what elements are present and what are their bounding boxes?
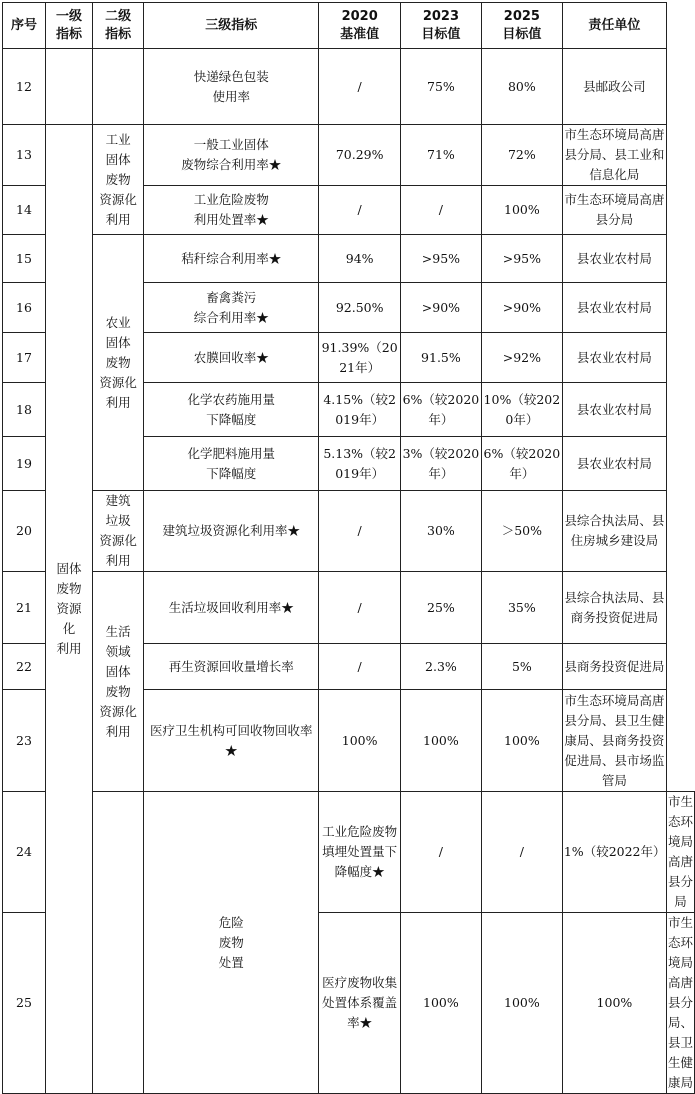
value-2023-cell: 75%: [400, 49, 481, 125]
table-row: [3, 491, 695, 572]
seq-cell: 16: [3, 283, 46, 333]
header-2023: 2023 目标值: [400, 3, 481, 49]
value-2020-cell: /: [319, 644, 401, 690]
value-2023-cell: 3%（较2020年）: [400, 437, 481, 491]
value-2020-cell: 92.50%: [319, 283, 401, 333]
seq-cell: 25: [3, 913, 46, 1094]
value-2023-cell: 71%: [400, 125, 481, 186]
header-level3: 三级指标: [144, 3, 319, 49]
value-2023-cell: >95%: [400, 235, 481, 283]
value-2025-cell: >92%: [481, 333, 562, 383]
value-2025-cell: 1%（较2022年）: [562, 792, 666, 913]
value-2020-cell: /: [319, 49, 401, 125]
value-2025-cell: 80%: [481, 49, 562, 125]
indicator-cell: 工业危险废物填埋处置量下降幅度★: [319, 792, 401, 913]
value-2020-cell: 4.15%（较2019年）: [319, 383, 401, 437]
value-2025-cell: >95%: [481, 235, 562, 283]
value-2023-cell: 91.5%: [400, 333, 481, 383]
unit-cell: 县综合执法局、县商务投资促进局: [562, 572, 666, 644]
unit-cell: 县农业农村局: [562, 383, 666, 437]
value-2023-cell: /: [400, 186, 481, 235]
unit-cell: 市生态环境局高唐县分局: [667, 792, 695, 913]
unit-cell: 市生态环境局高唐县分局、县卫生健康局、县商务投资促进局、县市场监管局: [562, 690, 666, 792]
value-2023-cell: 25%: [400, 572, 481, 644]
level2-industrial: 工业 固体 废物 资源化 利用: [93, 125, 144, 235]
level2-cell-empty: [93, 49, 144, 125]
seq-cell: 13: [3, 125, 46, 186]
seq-cell: 18: [3, 383, 46, 437]
table-row: [3, 125, 695, 186]
unit-cell: 县综合执法局、县住房城乡建设局: [562, 491, 666, 572]
value-2025-cell: 72%: [481, 125, 562, 186]
indicator-cell: 建筑垃圾资源化利用率★: [144, 491, 319, 572]
indicator-cell: 工业危险废物 利用处置率★: [144, 186, 319, 235]
unit-cell: 市生态环境局高唐县分局、县工业和信息化局: [562, 125, 666, 186]
value-2025-cell: 35%: [481, 572, 562, 644]
value-2020-cell: 5.13%（较2019年）: [319, 437, 401, 491]
level1-cell-empty: [45, 49, 92, 125]
level2-construction: 建筑 垃圾 资源化 利用: [93, 491, 144, 572]
seq-cell: 17: [3, 333, 46, 383]
indicator-cell: 医疗卫生机构可回收物回收率★: [144, 690, 319, 792]
seq-cell: 22: [3, 644, 46, 690]
value-2025-cell: 10%（较2020年）: [481, 383, 562, 437]
header-row: [3, 3, 695, 49]
header-2020: 2020 基准值: [319, 3, 401, 49]
value-2023-cell: 100%: [400, 690, 481, 792]
value-2020-cell: /: [319, 572, 401, 644]
value-2020-cell: /: [319, 491, 401, 572]
indicator-cell: 畜禽粪污 综合利用率★: [144, 283, 319, 333]
unit-cell: 市生态环境局高唐县分局、县卫生健康局: [667, 913, 695, 1094]
value-2025-cell: >90%: [481, 283, 562, 333]
indicator-cell: 生活垃圾回收利用率★: [144, 572, 319, 644]
indicator-cell: 化学肥料施用量 下降幅度: [144, 437, 319, 491]
value-2020-cell: 100%: [319, 690, 401, 792]
seq-cell: 24: [3, 792, 46, 913]
seq-cell: 14: [3, 186, 46, 235]
level1-solid-waste: 固体 废物 资源化 利用: [45, 125, 92, 1094]
header-seq: 序号: [3, 3, 46, 49]
seq-cell: 20: [3, 491, 46, 572]
table-row: [3, 572, 695, 644]
value-2025-cell: 6%（较2020年）: [481, 437, 562, 491]
value-2023-cell: 100%: [481, 913, 562, 1094]
indicator-table: [2, 2, 695, 1094]
value-2020-cell: 91.39%（2021年）: [319, 333, 401, 383]
value-2025-cell: ＞50%: [481, 491, 562, 572]
value-2025-cell: 5%: [481, 644, 562, 690]
seq-cell: 19: [3, 437, 46, 491]
value-2020-cell: 70.29%: [319, 125, 401, 186]
unit-cell: 县农业农村局: [562, 283, 666, 333]
level2-living: 生活 领域 固体 废物 资源化 利用: [93, 572, 144, 792]
header-level2: 二级 指标: [93, 3, 144, 49]
value-2025-cell: 100%: [562, 913, 666, 1094]
header-2025: 2025 目标值: [481, 3, 562, 49]
header-unit: 责任单位: [562, 3, 666, 49]
indicator-cell: 一般工业固体 废物综合利用率★: [144, 125, 319, 186]
seq-cell: 12: [3, 49, 46, 125]
indicator-cell: 医疗废物收集 处置体系覆盖率★: [319, 913, 401, 1094]
indicator-cell: 再生资源回收量增长率: [144, 644, 319, 690]
unit-cell: 县商务投资促进局: [562, 644, 666, 690]
unit-cell: 市生态环境局高唐县分局: [562, 186, 666, 235]
value-2023-cell: 30%: [400, 491, 481, 572]
indicator-cell: 农膜回收率★: [144, 333, 319, 383]
indicator-cell: 化学农药施用量 下降幅度: [144, 383, 319, 437]
table-row: [3, 792, 695, 913]
level2-agriculture: 农业 固体 废物 资源化 利用: [93, 235, 144, 491]
value-2023-cell: >90%: [400, 283, 481, 333]
value-2020-cell: /: [319, 186, 401, 235]
unit-cell: 县农业农村局: [562, 333, 666, 383]
unit-cell: 县农业农村局: [562, 437, 666, 491]
seq-cell: 21: [3, 572, 46, 644]
unit-cell: 县农业农村局: [562, 235, 666, 283]
level1-cell-empty: [93, 792, 144, 1094]
value-2020-cell: /: [400, 792, 481, 913]
table-row: [3, 235, 695, 283]
seq-cell: 23: [3, 690, 46, 792]
value-2023-cell: 6%（较2020年）: [400, 383, 481, 437]
value-2023-cell: /: [481, 792, 562, 913]
indicator-cell: 秸秆综合利用率★: [144, 235, 319, 283]
value-2020-cell: 94%: [319, 235, 401, 283]
value-2023-cell: 2.3%: [400, 644, 481, 690]
value-2020-cell: 100%: [400, 913, 481, 1094]
header-level1: 一级 指标: [45, 3, 92, 49]
value-2025-cell: 100%: [481, 690, 562, 792]
seq-cell: 15: [3, 235, 46, 283]
unit-cell: 县邮政公司: [562, 49, 666, 125]
table-row: [3, 49, 695, 125]
level2-hazardous: 危险 废物 处置: [144, 792, 319, 1094]
indicator-cell: 快递绿色包装 使用率: [144, 49, 319, 125]
value-2025-cell: 100%: [481, 186, 562, 235]
